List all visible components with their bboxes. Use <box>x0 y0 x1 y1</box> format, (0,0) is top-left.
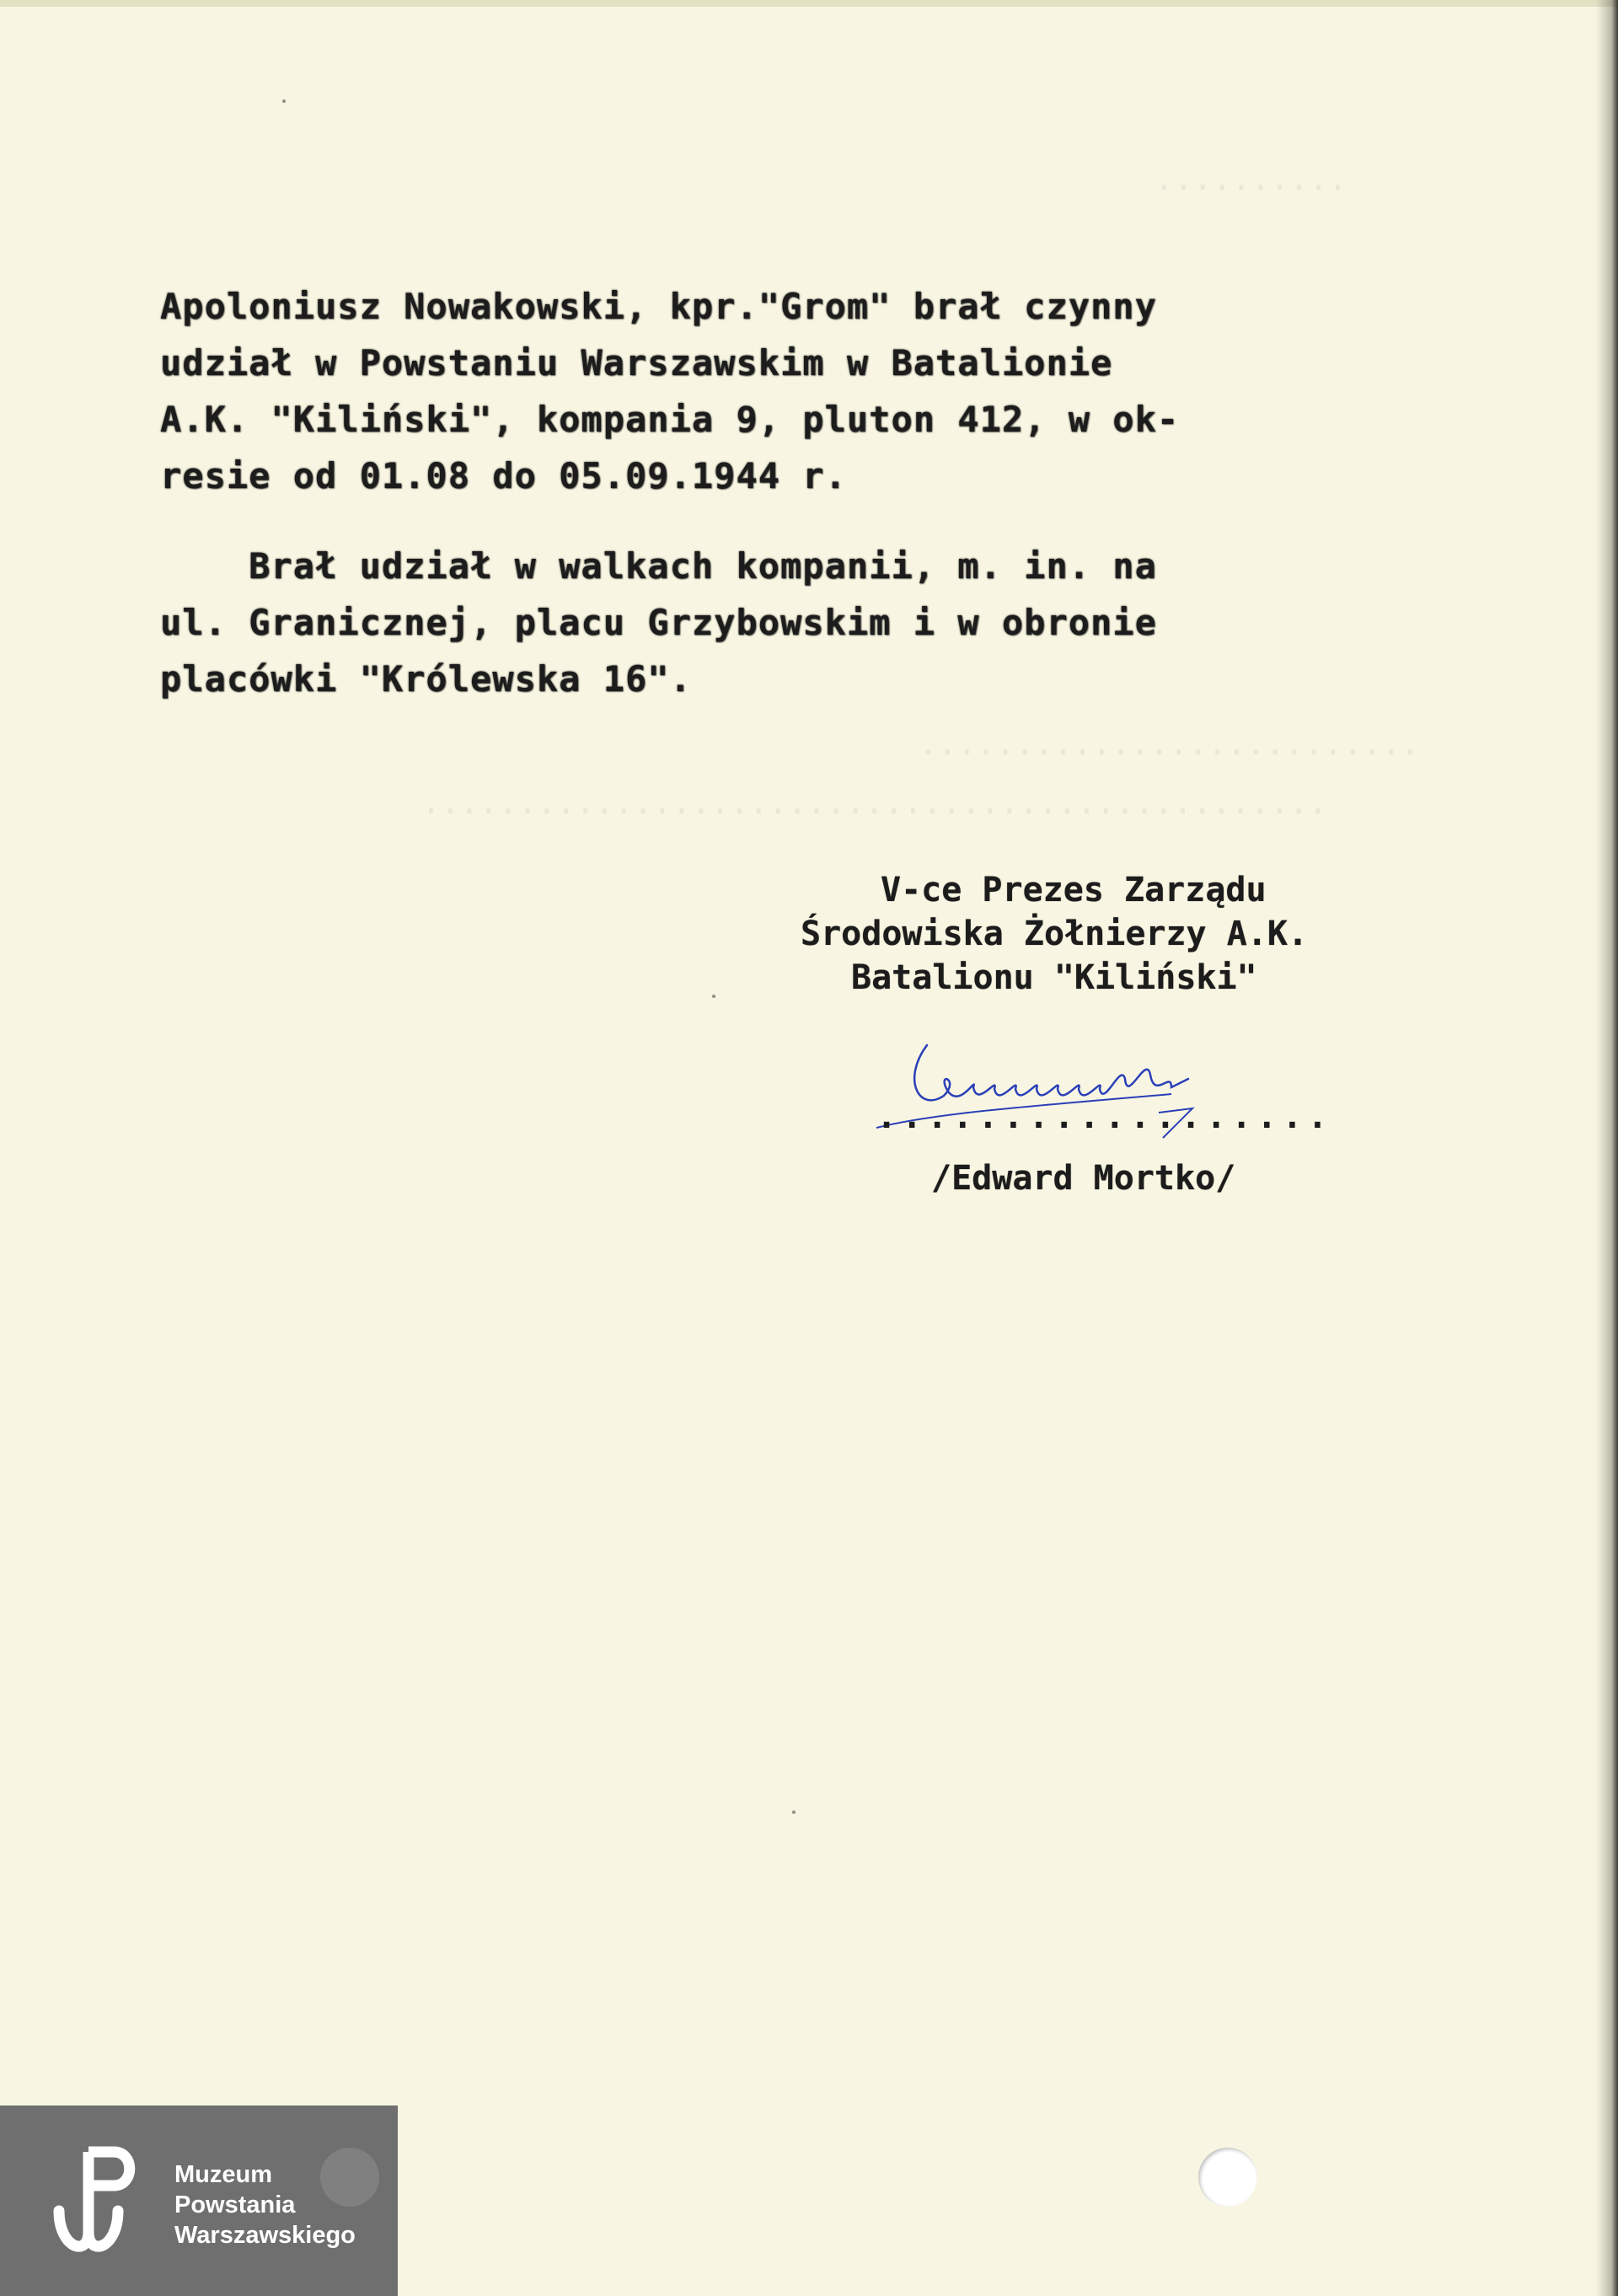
body-line: Apoloniusz Nowakowski, kpr."Grom" brał czynny <box>160 286 1157 327</box>
body-line: ul. Granicznej, placu Grzybowskim i w obronie <box>160 602 1157 643</box>
signature-dotted-line: .................. <box>876 1097 1333 1136</box>
anchor-emblem-icon <box>51 2139 152 2266</box>
body-line: A.K. "Kiliński", kompania 9, pluton 412, w ok- <box>160 399 1180 440</box>
punch-hole <box>1198 2148 1257 2207</box>
paper-speck <box>282 99 286 103</box>
signatory-title <box>784 868 1542 1000</box>
bleed-through-text: .......................... <box>919 725 1420 762</box>
museum-name-line: Warszawskiego <box>174 2222 356 2249</box>
paper-right-edge-shadow <box>1596 0 1618 2296</box>
signer-name: /Edward Mortko/ <box>931 1159 1236 1198</box>
bleed-through-text: ............................................... <box>421 784 1328 821</box>
museum-name-line: Powstania <box>174 2191 296 2218</box>
signatory-title-line: Środowiska Żołnierzy A.K. <box>801 915 1309 953</box>
museum-name-line: Muzeum <box>174 2161 272 2188</box>
museum-logo <box>0 2106 398 2296</box>
body-line: udział w Powstaniu Warszawskim w Batalionie <box>160 342 1113 384</box>
paper-top-edge <box>0 0 1618 7</box>
body-line: Brał udział w walkach kompanii, m. in. na <box>160 545 1157 587</box>
bleed-through-text: .......... <box>1155 160 1347 197</box>
paper-speck <box>792 1811 796 1814</box>
signatory-title-line: V-ce Prezes Zarządu <box>881 871 1267 909</box>
certificate-body <box>160 278 1475 707</box>
body-line: placówki "Królewska 16". <box>160 658 692 700</box>
paper-speck <box>712 995 715 998</box>
signatory-title-line: Batalionu "Kiliński" <box>851 958 1257 997</box>
body-line: resie od 01.08 do 05.09.1944 r. <box>160 455 847 496</box>
logo-circle-mark <box>320 2148 379 2207</box>
